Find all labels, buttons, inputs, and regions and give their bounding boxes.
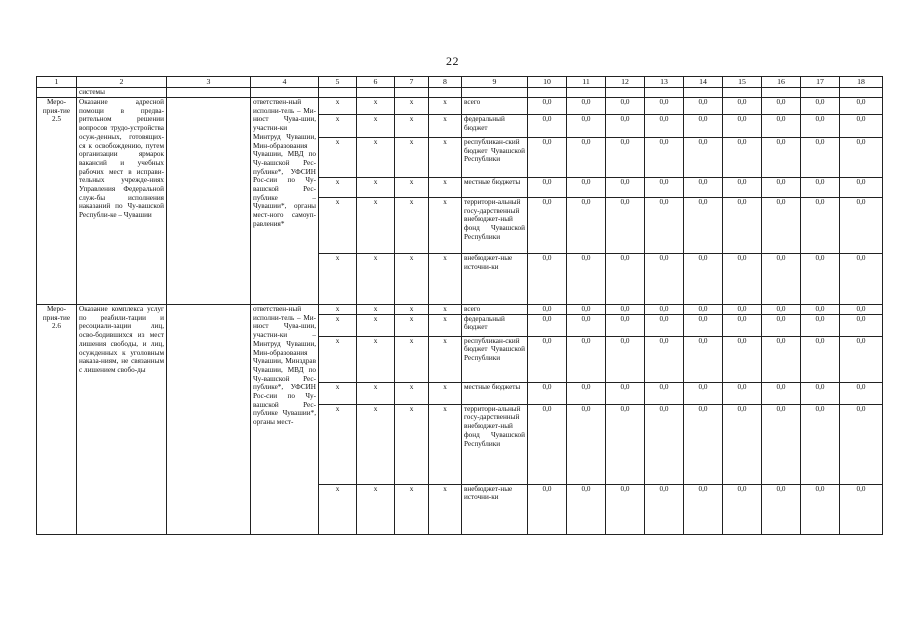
funding-value: 0,0 xyxy=(528,178,567,198)
funding-value: 0,0 xyxy=(645,178,684,198)
cell xyxy=(762,88,801,98)
column-number-header: 8 xyxy=(429,77,462,88)
financing-row xyxy=(37,98,883,115)
funding-value: 0,0 xyxy=(528,336,567,382)
funding-value: 0,0 xyxy=(684,382,723,404)
cell-x-mark: х xyxy=(319,314,357,336)
funding-value: 0,0 xyxy=(840,254,883,305)
cell xyxy=(645,88,684,98)
cell-x-mark: х xyxy=(319,138,357,178)
cell-x-mark: х xyxy=(319,404,357,484)
cell xyxy=(357,88,395,98)
cell xyxy=(429,88,462,98)
funding-value: 0,0 xyxy=(606,382,645,404)
cell-x-mark: х xyxy=(357,138,395,178)
funding-value: 0,0 xyxy=(723,404,762,484)
funding-value: 0,0 xyxy=(801,484,840,534)
column-number-header: 17 xyxy=(801,77,840,88)
funding-value: 0,0 xyxy=(684,178,723,198)
funding-value: 0,0 xyxy=(684,484,723,534)
column-number-header: 4 xyxy=(251,77,319,88)
funding-value: 0,0 xyxy=(567,254,606,305)
funding-value: 0,0 xyxy=(840,98,883,115)
funding-value: 0,0 xyxy=(567,98,606,115)
cell-x-mark: х xyxy=(357,314,395,336)
funding-value: 0,0 xyxy=(801,314,840,336)
funding-value: 0,0 xyxy=(840,484,883,534)
funding-value: 0,0 xyxy=(762,484,801,534)
funding-value: 0,0 xyxy=(723,382,762,404)
funding-value: 0,0 xyxy=(840,404,883,484)
column-number-header: 2 xyxy=(77,77,167,88)
funding-value: 0,0 xyxy=(801,382,840,404)
cell-x-mark: х xyxy=(395,138,429,178)
cell xyxy=(528,88,567,98)
funding-value: 0,0 xyxy=(567,178,606,198)
funding-value: 0,0 xyxy=(606,314,645,336)
cell-x-mark: х xyxy=(395,305,429,315)
funding-value: 0,0 xyxy=(762,305,801,315)
cell-x-mark: х xyxy=(395,198,429,254)
funding-value: 0,0 xyxy=(801,98,840,115)
page-number: 22 xyxy=(446,54,459,68)
funding-value: 0,0 xyxy=(762,138,801,178)
measure-id: Меро-прия-тие 2.5 xyxy=(37,98,77,305)
cell-x-mark: х xyxy=(429,115,462,138)
cell-x-mark: х xyxy=(319,98,357,115)
cell-x-mark: х xyxy=(319,198,357,254)
funding-value: 0,0 xyxy=(528,138,567,178)
funding-value: 0,0 xyxy=(801,198,840,254)
cell-x-mark: х xyxy=(429,254,462,305)
cell xyxy=(684,88,723,98)
funding-value: 0,0 xyxy=(645,198,684,254)
funding-value: 0,0 xyxy=(762,336,801,382)
cell-x-mark: х xyxy=(395,314,429,336)
funding-value: 0,0 xyxy=(840,198,883,254)
column-number-header: 9 xyxy=(462,77,528,88)
cell-x-mark: х xyxy=(395,115,429,138)
cell-x-mark: х xyxy=(357,98,395,115)
measure-executors: ответствен-ный исполни-тель – Ми-нюст Чува-шии, участни-ки – Минтруд Чувашии, Мин-образования Чувашии, Минздрав Чувашии, МВД по Чу-вашской Рес-публике*, УФСИН Рос-сии по Чу-вашской Рес-публике Чувашии*, органы мест- xyxy=(251,305,319,535)
cell-x-mark: х xyxy=(319,115,357,138)
cell-x-mark: х xyxy=(395,404,429,484)
funding-value: 0,0 xyxy=(606,138,645,178)
column-number-row xyxy=(37,77,883,88)
funding-value: 0,0 xyxy=(567,138,606,178)
cell-x-mark: х xyxy=(395,336,429,382)
cell-x-mark: х xyxy=(357,484,395,534)
cell-x-mark: х xyxy=(395,484,429,534)
funding-value: 0,0 xyxy=(723,178,762,198)
cell-x-mark: х xyxy=(395,254,429,305)
measure-description: Оказание комплекса услуг по реабили-тации и ресоциали-зации лиц, осво-бодившихся из мест лишения свободы, и лиц, осужденных к уголовным наказа-ниям, не связанным с лишением свобо-ды xyxy=(77,305,167,535)
funding-value: 0,0 xyxy=(567,115,606,138)
funding-value: 0,0 xyxy=(528,115,567,138)
funding-value: 0,0 xyxy=(723,484,762,534)
funding-value: 0,0 xyxy=(606,198,645,254)
funding-value: 0,0 xyxy=(723,198,762,254)
column-number-header: 11 xyxy=(567,77,606,88)
funding-value: 0,0 xyxy=(840,382,883,404)
financing-row xyxy=(37,305,883,315)
funding-value: 0,0 xyxy=(645,484,684,534)
funding-value: 0,0 xyxy=(840,336,883,382)
cell xyxy=(395,88,429,98)
funding-value: 0,0 xyxy=(723,336,762,382)
funding-value: 0,0 xyxy=(684,404,723,484)
measure-empty-col3 xyxy=(167,98,251,305)
funding-value: 0,0 xyxy=(762,178,801,198)
cell xyxy=(840,88,883,98)
measure-executors: ответствен-ный исполни-тель – Ми-нюст Чува-шии, участни-ки Минтруд Чувашии, Мин-образования Чувашии, МВД по Чу-вашской Рес-публике*, УФСИН Рос-сии по Чу-вашской Рес-публике – Чувашии*, органы мест-ного самоуп-равления* xyxy=(251,98,319,305)
cell-x-mark: х xyxy=(319,484,357,534)
cell-x-mark: х xyxy=(429,484,462,534)
funding-value: 0,0 xyxy=(645,305,684,315)
funding-value: 0,0 xyxy=(645,404,684,484)
cell-x-mark: х xyxy=(429,98,462,115)
cell-x-mark: х xyxy=(429,404,462,484)
funding-value: 0,0 xyxy=(840,314,883,336)
funding-source: федеральный бюджет xyxy=(462,314,528,336)
funding-value: 0,0 xyxy=(840,138,883,178)
measure-description: Оказание адресной помощи в предва-рительном решении вопросов трудо-устройства осуж-денных, готовящих-ся к освобождению, путем организации ярмарок вакансий и учебных рабочих мест в исправи-тельных учрежде-ниях Управления Федеральной служ-бы исполнения наказаний по Чу-вашской Республи-ке – Чувашии xyxy=(77,98,167,305)
funding-value: 0,0 xyxy=(762,254,801,305)
funding-value: 0,0 xyxy=(606,254,645,305)
cell-x-mark: х xyxy=(429,305,462,315)
funding-source: внебюджет-ные источни-ки xyxy=(462,484,528,534)
funding-value: 0,0 xyxy=(801,254,840,305)
funding-source: местные бюджеты xyxy=(462,382,528,404)
funding-value: 0,0 xyxy=(528,382,567,404)
cell-x-mark: х xyxy=(429,336,462,382)
cell-x-mark: х xyxy=(319,178,357,198)
funding-value: 0,0 xyxy=(645,115,684,138)
funding-value: 0,0 xyxy=(762,314,801,336)
funding-value: 0,0 xyxy=(528,484,567,534)
cell xyxy=(319,88,357,98)
funding-value: 0,0 xyxy=(567,484,606,534)
cell-x-mark: х xyxy=(429,382,462,404)
funding-value: 0,0 xyxy=(528,314,567,336)
funding-value: 0,0 xyxy=(801,404,840,484)
column-number-header: 6 xyxy=(357,77,395,88)
cell xyxy=(567,88,606,98)
funding-value: 0,0 xyxy=(801,115,840,138)
funding-source: территори-альный госу-дарственный внебюджет-ный фонд Чувашской Республики xyxy=(462,404,528,484)
cell xyxy=(801,88,840,98)
funding-value: 0,0 xyxy=(645,254,684,305)
funding-source: республикан-ский бюджет Чувашской Республики xyxy=(462,138,528,178)
column-number-header: 3 xyxy=(167,77,251,88)
measure-empty-col3 xyxy=(167,305,251,535)
funding-source: местные бюджеты xyxy=(462,178,528,198)
column-number-header: 10 xyxy=(528,77,567,88)
funding-value: 0,0 xyxy=(684,98,723,115)
funding-value: 0,0 xyxy=(684,198,723,254)
funding-value: 0,0 xyxy=(762,98,801,115)
funding-source: всего xyxy=(462,98,528,115)
funding-value: 0,0 xyxy=(723,314,762,336)
funding-value: 0,0 xyxy=(684,138,723,178)
cell-x-mark: х xyxy=(319,305,357,315)
funding-value: 0,0 xyxy=(801,336,840,382)
cell xyxy=(606,88,645,98)
funding-value: 0,0 xyxy=(645,138,684,178)
column-number-header: 7 xyxy=(395,77,429,88)
funding-value: 0,0 xyxy=(840,178,883,198)
measure-id: Меро-прия-тие 2.6 xyxy=(37,305,77,535)
cell-x-mark: х xyxy=(429,138,462,178)
funding-value: 0,0 xyxy=(684,254,723,305)
funding-value: 0,0 xyxy=(528,98,567,115)
cell-x-mark: х xyxy=(357,198,395,254)
cell-x-mark: х xyxy=(395,98,429,115)
funding-value: 0,0 xyxy=(528,198,567,254)
funding-value: 0,0 xyxy=(528,305,567,315)
cell xyxy=(723,88,762,98)
cell-x-mark: х xyxy=(395,178,429,198)
cell xyxy=(462,88,528,98)
column-number-header: 16 xyxy=(762,77,801,88)
column-number-header: 5 xyxy=(319,77,357,88)
funding-value: 0,0 xyxy=(528,254,567,305)
funding-value: 0,0 xyxy=(567,305,606,315)
funding-value: 0,0 xyxy=(684,314,723,336)
funding-value: 0,0 xyxy=(606,305,645,315)
cell xyxy=(37,88,77,98)
funding-value: 0,0 xyxy=(684,115,723,138)
funding-value: 0,0 xyxy=(801,178,840,198)
funding-value: 0,0 xyxy=(606,98,645,115)
funding-source: внебюджет-ные источни-ки xyxy=(462,254,528,305)
funding-value: 0,0 xyxy=(567,336,606,382)
column-number-header: 18 xyxy=(840,77,883,88)
funding-value: 0,0 xyxy=(723,98,762,115)
cell-x-mark: х xyxy=(357,305,395,315)
continuation-row xyxy=(37,88,883,98)
cell-x-mark: х xyxy=(319,382,357,404)
cell-x-mark: х xyxy=(319,254,357,305)
funding-value: 0,0 xyxy=(684,336,723,382)
funding-value: 0,0 xyxy=(606,115,645,138)
funding-value: 0,0 xyxy=(723,115,762,138)
cell-x-mark: х xyxy=(429,198,462,254)
funding-value: 0,0 xyxy=(723,138,762,178)
funding-value: 0,0 xyxy=(645,98,684,115)
funding-value: 0,0 xyxy=(840,115,883,138)
program-table xyxy=(36,76,883,535)
column-number-header: 13 xyxy=(645,77,684,88)
column-number-header: 15 xyxy=(723,77,762,88)
funding-value: 0,0 xyxy=(723,254,762,305)
funding-value: 0,0 xyxy=(723,305,762,315)
cell-x-mark: х xyxy=(357,178,395,198)
funding-value: 0,0 xyxy=(762,404,801,484)
cell-x-mark: х xyxy=(357,115,395,138)
funding-value: 0,0 xyxy=(606,336,645,382)
cell-x-mark: х xyxy=(357,404,395,484)
funding-value: 0,0 xyxy=(606,404,645,484)
funding-value: 0,0 xyxy=(801,138,840,178)
funding-source: территори-альный госу-дарственный внебюджет-ный фонд Чувашской Республики xyxy=(462,198,528,254)
cell-x-mark: х xyxy=(357,382,395,404)
funding-value: 0,0 xyxy=(762,115,801,138)
funding-value: 0,0 xyxy=(645,336,684,382)
cell-x-mark: х xyxy=(429,178,462,198)
funding-value: 0,0 xyxy=(606,178,645,198)
funding-value: 0,0 xyxy=(762,382,801,404)
cell-x-mark: х xyxy=(357,336,395,382)
funding-source: всего xyxy=(462,305,528,315)
funding-source: федеральный бюджет xyxy=(462,115,528,138)
funding-value: 0,0 xyxy=(684,305,723,315)
cell-x-mark: х xyxy=(357,254,395,305)
column-number-header: 12 xyxy=(606,77,645,88)
cell-x-mark: х xyxy=(395,382,429,404)
cell-continuation-text: системы xyxy=(77,88,167,98)
cell xyxy=(167,88,251,98)
column-number-header: 1 xyxy=(37,77,77,88)
funding-value: 0,0 xyxy=(567,314,606,336)
cell xyxy=(251,88,319,98)
funding-value: 0,0 xyxy=(801,305,840,315)
funding-source: республикан-ский бюджет Чувашской Республики xyxy=(462,336,528,382)
funding-value: 0,0 xyxy=(528,404,567,484)
column-number-header: 14 xyxy=(684,77,723,88)
funding-value: 0,0 xyxy=(762,198,801,254)
funding-value: 0,0 xyxy=(567,404,606,484)
funding-value: 0,0 xyxy=(645,382,684,404)
funding-value: 0,0 xyxy=(567,198,606,254)
funding-value: 0,0 xyxy=(840,305,883,315)
funding-value: 0,0 xyxy=(567,382,606,404)
cell-x-mark: х xyxy=(429,314,462,336)
funding-value: 0,0 xyxy=(606,484,645,534)
cell-x-mark: х xyxy=(319,336,357,382)
funding-value: 0,0 xyxy=(645,314,684,336)
